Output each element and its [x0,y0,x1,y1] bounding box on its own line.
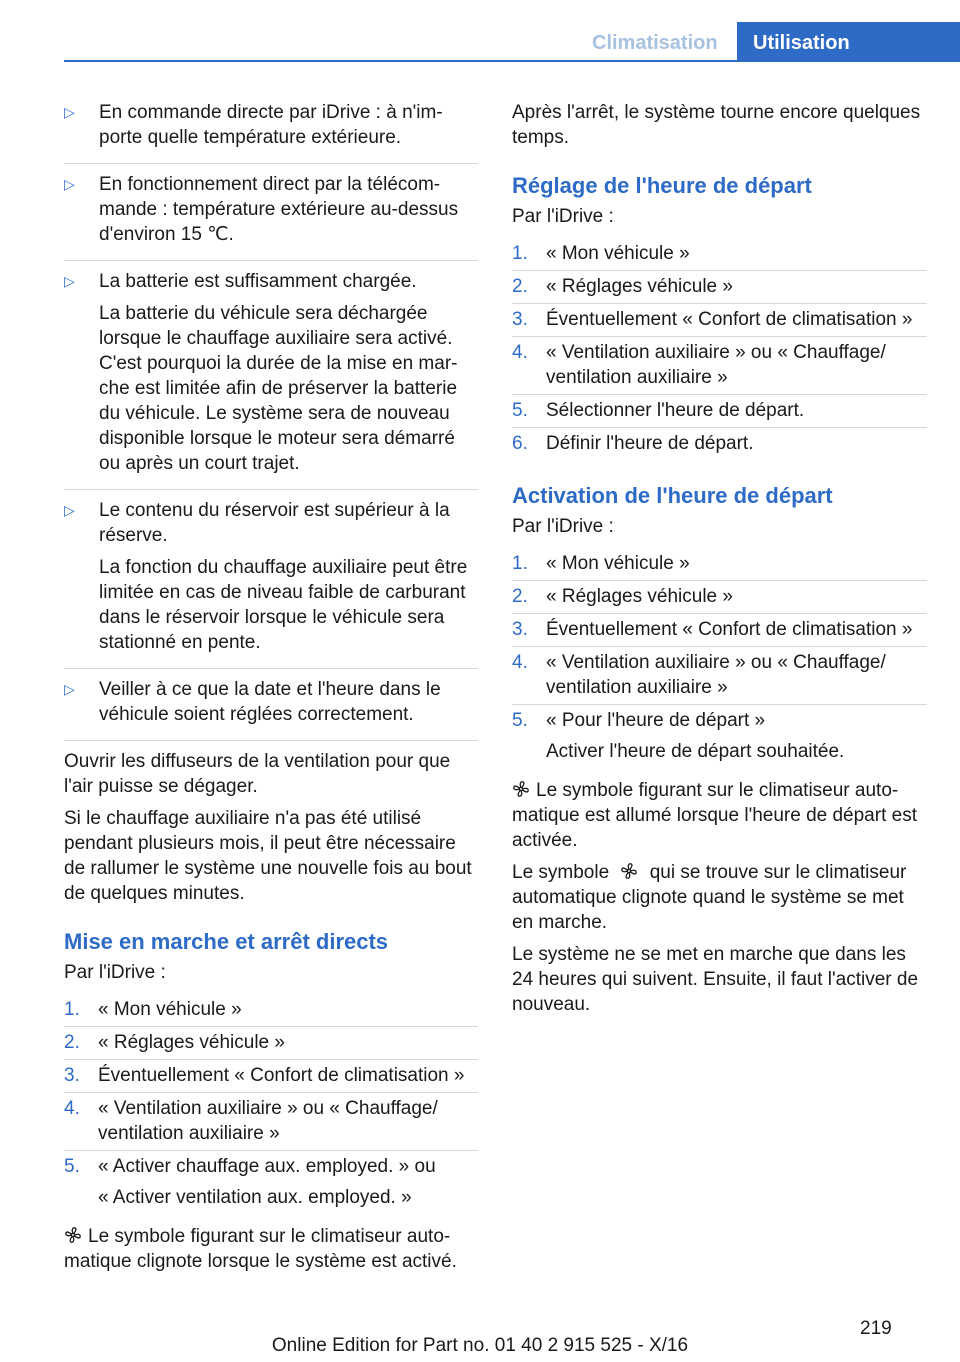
step-text: Définir l'heure de départ. [546,433,754,454]
step-detail: « Activer ventilation aux. employed. » [98,1187,412,1208]
step-number: 3. [512,619,528,640]
step-text: « Ventilation auxiliaire » ou « Chauffage/ ventilation auxiliaire » [546,342,886,388]
step-item [512,617,927,647]
step-number: 4. [64,1098,80,1119]
step-detail: Activer l'heure de départ souhaitée. [546,741,845,762]
step-number: 2. [64,1032,80,1053]
step-number: 2. [512,276,528,297]
step-item [512,398,927,428]
step-text: « Réglages véhicule » [546,586,733,607]
step-item [64,997,478,1027]
bullet-text: ▷ En fonctionnement direct par la télécommande : température extérieure au-dessus d'environ 15 ℃. [64,172,478,247]
paragraph: Si le chauffage auxiliaire n'a pas été utilisé pendant plusieurs mois, il peut être nécessaire de rallumer le système une nouvelle fois au bout de quelques minutes. [64,808,472,904]
step-list [512,241,927,460]
step-text: Éventuellement « Confort de climatisation » [98,1065,465,1086]
step-text: « Activer chauffage aux. employed. » ou [98,1156,436,1177]
right-column [512,100,927,1024]
section-heading: Mise en marche et arrêt directs [64,929,389,954]
step-text: « Mon véhicule » [546,243,690,264]
step-number: 5. [512,400,528,421]
bullet-item [64,172,478,261]
step-number: 3. [512,309,528,330]
note-paragraph [512,860,927,935]
step-number: 3. [64,1065,80,1086]
bullet-detail: La fonction du chauffage auxiliaire peut être limitée en cas de niveau faible de carburant dans le réservoir lorsque le véhicule sera stationné en pente. [99,557,468,653]
bullet-text: ▷ La batterie est suffisamment chargée. [64,269,478,294]
header-chapter-tab: Utilisation [737,22,960,60]
step-text: « Pour l'heure de départ » [546,710,766,731]
step-item [64,1030,478,1060]
step-text: « Mon véhicule » [546,553,690,574]
step-item [512,340,927,395]
step-text: Sélectionner l'heure de départ. [546,400,805,421]
section-heading: Réglage de l'heure de départ [512,173,812,198]
fan-symbol-icon [64,1226,82,1244]
note-text: Le symbole figurant sur le climatiseur automatique clignote lorsque le système est activé. [64,1226,457,1272]
step-text: « Mon véhicule » [98,999,242,1020]
bullet-text: ▷ Le contenu du réservoir est supérieur à la réserve. [64,498,478,548]
step-text: « Ventilation auxiliaire » ou « Chauffage/ ventilation auxiliaire » [546,652,886,698]
bullet-item [64,677,478,741]
step-text: « Réglages véhicule » [98,1032,285,1053]
bullet-text: ▷ Veiller à ce que la date et l'heure dans le véhicule soient réglées correctement. [64,677,478,727]
step-number: 6. [512,433,528,454]
header-rule [64,60,960,62]
fan-symbol-icon [620,862,638,880]
bullet-item [64,100,478,164]
bullet-item [64,498,478,669]
step-item [512,650,927,705]
bullet-item [64,269,478,490]
footer-edition: Online Edition for Part no. 01 40 2 915 525 - X/16 [271,1335,689,1356]
left-column [64,100,478,1281]
step-item [512,584,927,614]
note-text: qui se trouve sur le climatiseur automatique clignote quand le système se met en marche. [512,862,907,933]
step-text: Éventuellement « Confort de climatisation » [546,309,913,330]
step-number: 1. [64,999,80,1020]
step-number: 4. [512,652,528,673]
step-number: 5. [64,1156,80,1177]
step-item [64,1063,478,1093]
bullet-detail: La batterie du véhicule sera déchargée lorsque le chauffage auxiliaire sera activé. C'est pourquoi la durée de la mise en marche est limitée afin de préserver la batterie du véhicule. Le système sera de nouveau disponible lorsque le moteur sera démarré ou après un court trajet. [99,303,458,474]
step-item [512,241,927,271]
step-number: 2. [512,586,528,607]
paragraph: Le système ne se met en marche que dans les 24 heures qui suivent. Ensuite, il faut l'activer de nouveau. [512,944,919,1015]
step-item [64,1154,478,1214]
note-paragraph [64,1224,478,1274]
step-number: 1. [512,553,528,574]
intro-text: Par l'iDrive : [64,962,166,983]
step-text: Éventuellement « Confort de climatisation » [546,619,913,640]
intro-text: Par l'iDrive : [512,516,614,537]
bullet-text: ▷ En commande directe par iDrive : à n'importe quelle température extérieure. [64,100,478,150]
note-text: Le symbole [512,862,610,883]
section-heading: Activation de l'heure de départ [512,483,833,508]
header-section-title: Climatisation [592,32,718,54]
note-paragraph [512,778,927,853]
step-list [64,997,478,1214]
intro-text: Par l'iDrive : [512,206,614,227]
step-item [512,551,927,581]
step-item [512,708,927,768]
step-number: 1. [512,243,528,264]
step-number: 4. [512,342,528,363]
note-text: Le symbole figurant sur le climatiseur automatique est allumé lorsque l'heure de départ est activée. [512,780,917,851]
step-item [64,1096,478,1151]
step-item [512,307,927,337]
fan-symbol-icon [512,780,530,798]
page-header [0,0,960,62]
paragraph: Ouvrir les diffuseurs de la ventilation pour que l'air puisse se dégager. [64,751,451,797]
paragraph: Après l'arrêt, le système tourne encore quelques temps. [512,102,921,148]
page-number: 219 [860,1318,892,1339]
step-text: « Réglages véhicule » [546,276,733,297]
step-item [512,431,927,460]
step-text: « Ventilation auxiliaire » ou « Chauffage/ ventilation auxiliaire » [98,1098,438,1144]
step-number: 5. [512,710,528,731]
step-item [512,274,927,304]
step-list [512,551,927,768]
